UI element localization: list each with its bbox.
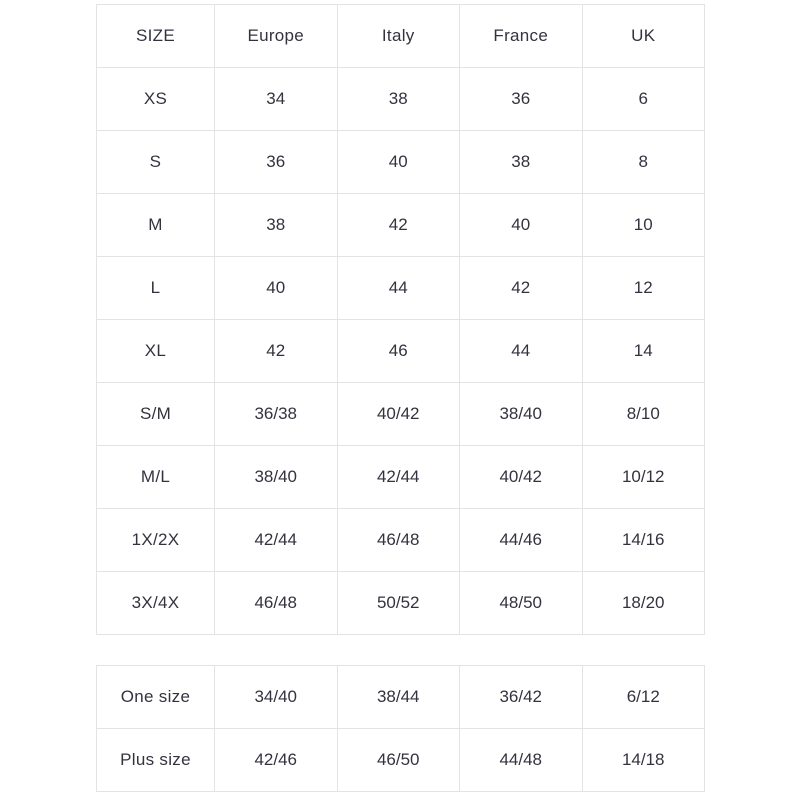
- secondary-size-table-body: [97, 666, 705, 792]
- cell-france: 36: [460, 68, 583, 131]
- row-label: S/M: [97, 383, 215, 446]
- main-size-table-header: [97, 5, 705, 68]
- table-row: [97, 729, 705, 792]
- table-row: [97, 509, 705, 572]
- cell-italy: 46/50: [337, 729, 460, 792]
- cell-france: 44: [460, 320, 583, 383]
- cell-italy: 38/44: [337, 666, 460, 729]
- cell-uk: 14/18: [582, 729, 705, 792]
- row-label: XS: [97, 68, 215, 131]
- table-row: [97, 194, 705, 257]
- cell-europe: 46/48: [215, 572, 338, 635]
- secondary-size-table: [96, 665, 705, 792]
- cell-europe: 34/40: [215, 666, 338, 729]
- cell-uk: 6/12: [582, 666, 705, 729]
- cell-europe: 38: [215, 194, 338, 257]
- row-label: 3X/4X: [97, 572, 215, 635]
- row-label: Plus size: [97, 729, 215, 792]
- cell-italy: 42: [337, 194, 460, 257]
- secondary-size-table-container: [96, 665, 704, 792]
- table-row: [97, 666, 705, 729]
- table-row: [97, 383, 705, 446]
- row-label: One size: [97, 666, 215, 729]
- cell-uk: 8/10: [582, 383, 705, 446]
- cell-uk: 12: [582, 257, 705, 320]
- row-label: 1X/2X: [97, 509, 215, 572]
- cell-uk: 14/16: [582, 509, 705, 572]
- cell-france: 42: [460, 257, 583, 320]
- cell-italy: 42/44: [337, 446, 460, 509]
- header-cell-europe: Europe: [215, 5, 338, 68]
- cell-uk: 14: [582, 320, 705, 383]
- row-label: S: [97, 131, 215, 194]
- cell-europe: 36: [215, 131, 338, 194]
- table-row: [97, 446, 705, 509]
- cell-italy: 44: [337, 257, 460, 320]
- cell-italy: 38: [337, 68, 460, 131]
- cell-europe: 36/38: [215, 383, 338, 446]
- cell-france: 44/46: [460, 509, 583, 572]
- header-cell-uk: UK: [582, 5, 705, 68]
- cell-europe: 42/44: [215, 509, 338, 572]
- cell-europe: 38/40: [215, 446, 338, 509]
- cell-europe: 42: [215, 320, 338, 383]
- cell-europe: 42/46: [215, 729, 338, 792]
- cell-europe: 34: [215, 68, 338, 131]
- table-row: [97, 68, 705, 131]
- cell-france: 40: [460, 194, 583, 257]
- cell-italy: 40/42: [337, 383, 460, 446]
- cell-italy: 50/52: [337, 572, 460, 635]
- cell-france: 44/48: [460, 729, 583, 792]
- cell-uk: 8: [582, 131, 705, 194]
- table-row: [97, 257, 705, 320]
- row-label: L: [97, 257, 215, 320]
- table-row: [97, 320, 705, 383]
- cell-italy: 46/48: [337, 509, 460, 572]
- cell-france: 36/42: [460, 666, 583, 729]
- row-label: M/L: [97, 446, 215, 509]
- cell-uk: 6: [582, 68, 705, 131]
- header-cell-italy: Italy: [337, 5, 460, 68]
- cell-france: 40/42: [460, 446, 583, 509]
- table-row: [97, 572, 705, 635]
- main-size-table-container: [96, 4, 704, 635]
- cell-europe: 40: [215, 257, 338, 320]
- cell-france: 38: [460, 131, 583, 194]
- cell-italy: 40: [337, 131, 460, 194]
- table-header-row: [97, 5, 705, 68]
- table-row: [97, 131, 705, 194]
- cell-france: 38/40: [460, 383, 583, 446]
- cell-uk: 18/20: [582, 572, 705, 635]
- cell-italy: 46: [337, 320, 460, 383]
- row-label: XL: [97, 320, 215, 383]
- header-cell-france: France: [460, 5, 583, 68]
- cell-uk: 10: [582, 194, 705, 257]
- header-cell-size: SIZE: [97, 5, 215, 68]
- cell-uk: 10/12: [582, 446, 705, 509]
- main-size-table: [96, 4, 705, 635]
- cell-france: 48/50: [460, 572, 583, 635]
- row-label: M: [97, 194, 215, 257]
- main-size-table-body: [97, 68, 705, 635]
